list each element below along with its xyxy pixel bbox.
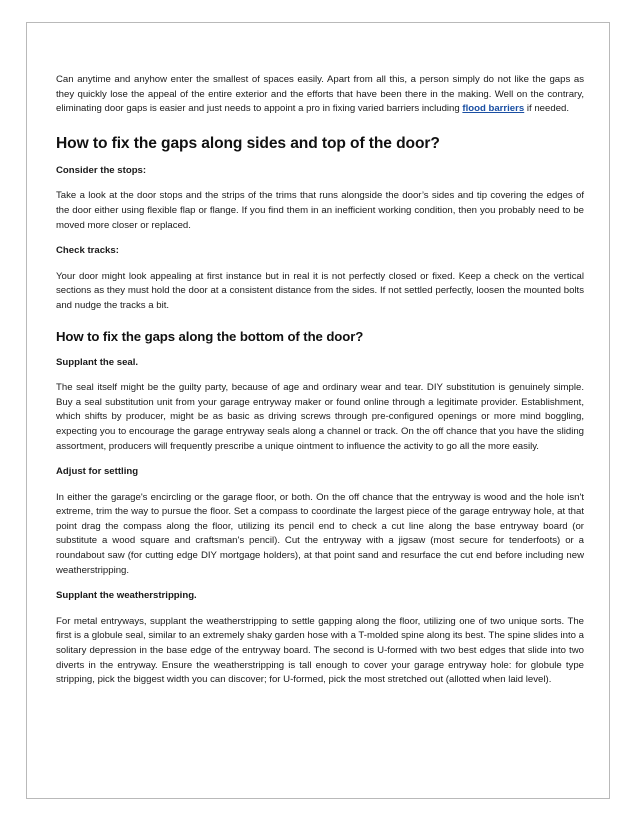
paragraph-consider-stops: Take a look at the door stops and the strips of the trims that runs alongside the door’s sides and tip covering the edges of the door either using flexible flap or flange. If you find them in an inefficient working condition, then you probably need to be moved more closer or replaced. <box>56 190 584 231</box>
intro-text-before: Can anytime and anyhow enter the smallest of spaces easily. Apart from all this, a person simply do not like the gaps as they quickly lose the appeal of the entire exterior and the efforts that have been there in the making. Well on the contrary, eliminating door gaps is easier and just needs to appoint a pro in fixing varied barriers including <box>56 74 584 115</box>
intro-text-after: if needed. <box>524 103 570 115</box>
paragraph-weatherstripping: For metal entryways, supplant the weatherstripping to settle gapping along the floor, utilizing one of two unique sorts. The first is a globule seal, similar to an extremely shaky garden hose with a T-molded spine along its best. The spine slides into a solitary depression in the base edge of the entryway board. The second is U-formed with two best edges that slide into two diverts in the entryway. Ensure the weatherstripping is tall enough to cover your garage entryway hole: for globule type stripping, pick the biggest width you can discover; for U-formed, pick the most stretched out (allotted when laid level). <box>56 615 584 686</box>
subheading-check-tracks: Check tracks: <box>56 245 119 257</box>
subheading-weatherstripping: Supplant the weatherstripping. <box>56 590 197 602</box>
paragraph-adjust-settling: In either the garage's encircling or the garage floor, or both. On the off chance that the entryway is wood and the hole isn't extreme, trim the way to pursue the floor. Set a compass to coordinate the largest piece of the garage entryway hole, at that point drag the compass along the floor, utilizing its pencil end to check a cut line along the base entryway board (or substitute a wood square and craftsman's pencil). Cut the entryway with a jigsaw (most secure for tenderfoots) or a roundabout saw (for cutting edge DIY mortgage holders), at that point sand and resurface the cut end before including new weatherstripping. <box>56 491 584 576</box>
paragraph-check-tracks: Your door might look appealing at first instance but in real it is not perfectly closed or fixed. Keep a check on the vertical sections as they must hold the door at a consistent distance from the sides. If not settled perfectly, loosen the mounted bolts and nudge the tracks a bit. <box>56 270 584 311</box>
paragraph-supplant-seal: The seal itself might be the guilty party, because of age and ordinary wear and tear. DIY substitution is genuinely simple. Buy a seal substitution unit from your garage entryway maker or found online through a legitimate provider. Establishment, which shifts by producer, might be as basic as driving screws through pre-configured openings or more mind boggling, expecting you to encourage the garage entryway seals along a channel or track. On the off chance that you have the sliding assortment, producers will frequently prescribe a unique ointment to influence the activity to go all the more easily. <box>56 382 584 452</box>
subheading-adjust-settling: Adjust for settling <box>56 466 139 478</box>
document-page <box>26 22 610 799</box>
flood-barriers-link[interactable]: flood barriers <box>462 103 525 115</box>
subheading-supplant-seal: Supplant the seal. <box>56 356 139 368</box>
document-content <box>56 73 584 699</box>
section-heading-sides-top: How to fix the gaps along sides and top of the door? <box>56 134 440 152</box>
subheading-consider-stops: Consider the stops: <box>56 164 147 176</box>
intro-paragraph <box>56 73 584 117</box>
section-heading-bottom: How to fix the gaps along the bottom of the door? <box>56 328 364 344</box>
